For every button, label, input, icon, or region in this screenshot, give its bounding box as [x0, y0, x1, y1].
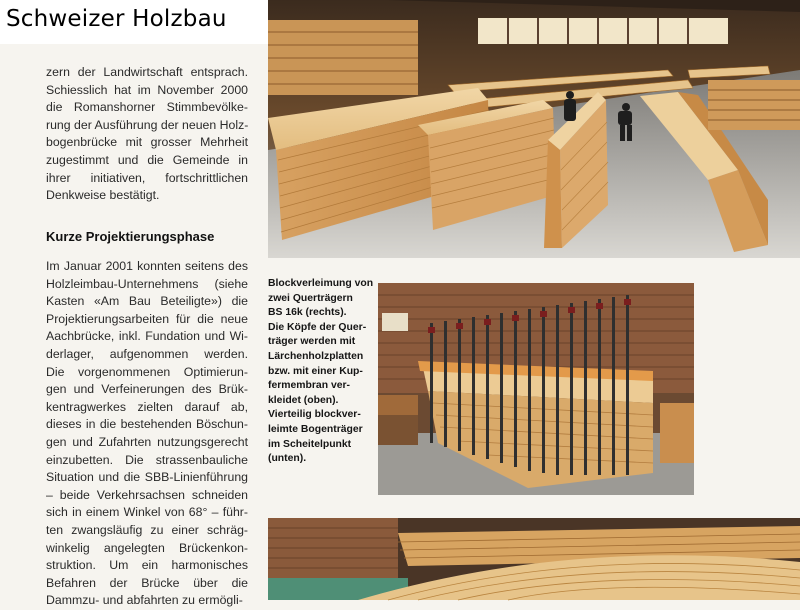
text-line: bogenbrücke mit grosser Mehrheit — [46, 135, 248, 150]
caption-line: im Scheitelpunkt — [268, 438, 352, 450]
caption-line: träger werden mit — [268, 336, 356, 348]
body-paragraph — [46, 258, 248, 610]
photo-caption — [268, 277, 378, 467]
photo-block-gluing — [378, 283, 694, 495]
caption-line: Vierteilig blockver- — [268, 409, 361, 421]
text-line: zern der Landwirtschaft entsprach. — [46, 65, 248, 79]
text-line: rung der Ausführung der neuen Holz- — [46, 117, 249, 132]
page-title: Schweizer Holzbau — [6, 6, 227, 32]
section-heading: Kurze Projektierungsphase — [46, 229, 215, 244]
caption-line: BS 16k (rechts). — [268, 307, 347, 319]
text-line: Projektierungsarbeiten für die neue — [46, 311, 248, 326]
caption-line: zwei Querträgern — [268, 292, 353, 304]
text-line: zugestimmt und die Gemeinde in — [46, 152, 248, 167]
masthead — [0, 0, 270, 44]
text-line: Die vorgenommenen Optimierun- — [46, 364, 248, 379]
text-line: gen und Verfeinerungen des Brük- — [46, 382, 248, 397]
text-line: struktion. Um ein harmonisches — [46, 558, 248, 573]
text-line: kentragwerkes zielten darauf ab, — [46, 399, 248, 414]
caption-line: fermembran ver- — [268, 380, 351, 392]
text-line: winkelig angelegten Brückenkon- — [46, 540, 248, 555]
text-line: ihrer initiativen, fortschrittlichen — [46, 170, 248, 185]
caption-line: (unten). — [268, 453, 307, 465]
text-line: Im Januar 2001 konnten seitens des — [46, 259, 248, 273]
text-line: Kasten «Am Bau Beteiligte») die — [46, 294, 248, 309]
caption-line: kleidet (oben). — [268, 394, 339, 406]
photo-arch-beams — [268, 518, 800, 600]
text-line: dieses in die bestehenden Böschun- — [46, 417, 248, 432]
caption-line: Die Köpfe der Quer- — [268, 321, 367, 333]
caption-line: Blockverleimung von — [268, 278, 374, 289]
text-line: die Romanshorner Stimmbevölke- — [46, 100, 248, 115]
text-line: gen und Zufahrten nutzungsgerecht — [46, 434, 248, 449]
text-line: Dammzu- und abfahrten zu ermögli- — [46, 593, 243, 608]
text-line: – beide Verkehrsachsen schneiden — [46, 487, 248, 502]
text-line: Schiesslich hat im November 2000 — [46, 82, 248, 97]
caption-line: leimte Bogenträger — [268, 423, 363, 435]
intro-paragraph — [46, 64, 248, 205]
text-line: ten zwangsläufig zu einer schräg- — [46, 522, 248, 537]
text-line: einzubetten. Die strassenbauliche — [46, 452, 248, 467]
text-line: sich in einem Winkel von 68° – führ- — [46, 505, 248, 520]
text-line: Befahren der Brücke über die — [46, 575, 248, 590]
caption-line: Lärchenholzplatten — [268, 350, 364, 362]
photo-assembly-hall — [268, 0, 800, 258]
text-line: Holzleimbau-Unternehmens (siehe — [46, 276, 248, 291]
text-line: Situation und die SBB-Linienführung — [46, 470, 248, 485]
text-line: Denkweise bestätigt. — [46, 188, 160, 203]
text-line: derlager, aufgenommen werden. — [46, 346, 248, 361]
caption-line: bzw. mit einer Kup- — [268, 365, 363, 377]
text-line: Aachbrücke, inkl. Fundation und Wi- — [46, 329, 248, 344]
